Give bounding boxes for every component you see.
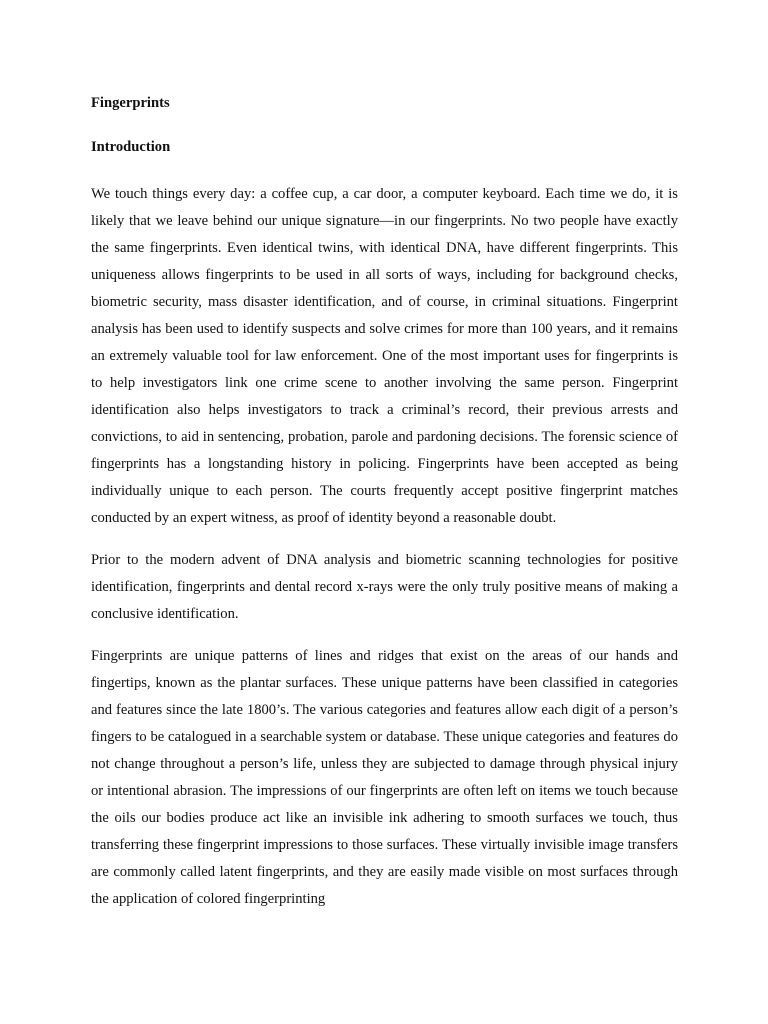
body-paragraph-2: Prior to the modern advent of DNA analysis and biometric scanning technologies for positive identification, fingerprints and dental record x-rays were the only truly positive means of making a conclusive identification. [91,552,678,622]
section-heading-introduction: Introduction [91,139,171,155]
body-paragraph-3: Fingerprints are unique patterns of lines and ridges that exist on the areas of our hands and fingertips, known as the plantar surfaces. These unique patterns have been classified in categories and features since the late 1800’s. The various categories and features allow each digit of a person’s fingers to be catalogued in a searchable system or database. These unique categories and features do not change throughout a person’s life, unless they are subjected to damage through physical injury or intentional abrasion. The impressions of our fingerprints are often left on items we touch because the oils our bodies produce act like an invisible ink adhering to smooth surfaces we touch, thus transferring these fingerprint impressions to those surfaces. These virtually invisible image transfers are commonly called latent fingerprints, and they are easily made visible on most surfaces through the application of colored fingerprinting [91,648,678,907]
body-paragraph-1: We touch things every day: a coffee cup, a car door, a computer keyboard. Each time we do, it is likely that we leave behind our unique signature—in our fingerprints. No two people have exactly the same fingerprints. Even identical twins, with identical DNA, have different fingerprints. This uniqueness allows fingerprints to be used in all sorts of ways, including for background checks, biometric security, mass disaster identification, and of course, in criminal situations. Fingerprint analysis has been used to identify suspects and solve crimes for more than 100 years, and it remains an extremely valuable tool for law enforcement. One of the most important uses for fingerprints is to help investigators link one crime scene to another involving the same person. Fingerprint identification also helps investigators to track a criminal’s record, their previous arrests and convictions, to aid in sentencing, probation, parole and pardoning decisions. The forensic science of fingerprints has a longstanding history in policing. Fingerprints have been accepted as being individually unique to each person. The courts frequently accept positive fingerprint matches conducted by an expert witness, as proof of identity beyond a reasonable doubt. [91,186,678,526]
document-page [91,93,678,913]
document-title: Fingerprints [91,95,170,111]
